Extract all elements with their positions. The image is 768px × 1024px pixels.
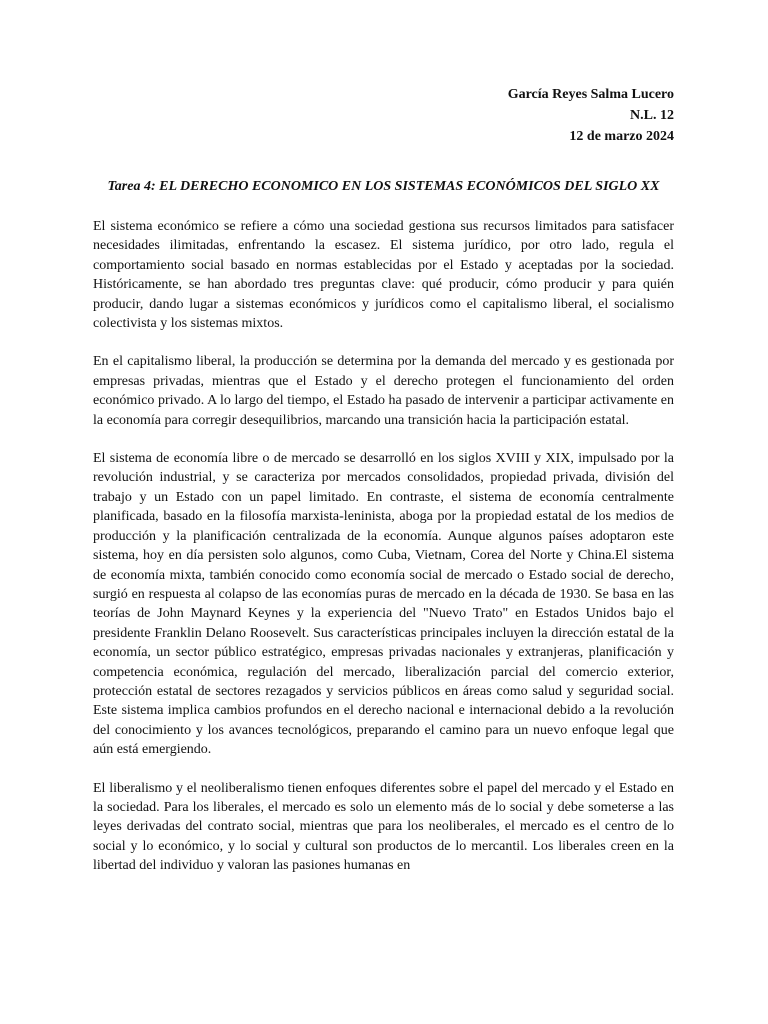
list-number: N.L. 12 — [630, 108, 674, 123]
document-page — [93, 84, 674, 876]
paragraph: El sistema económico se refiere a cómo una sociedad gestiona sus recursos limitados para satisfacer necesidades ilimitadas, enfrentando la escasez. El sistema jurídico, por otro lado, regula el comportamiento social basado en normas establecidas por el Estado y aceptadas por la sociedad. Históricamente, se han abordado tres preguntas clave: qué producir, cómo producir y para quién producir, dando lugar a sistemas económicos y jurídicos como el capitalismo liberal, el socialismo colectivista y los sistemas mixtos. — [93, 219, 674, 332]
author-name: García Reyes Salma Lucero — [507, 87, 674, 102]
document-date: 12 de marzo 2024 — [569, 129, 674, 144]
paragraph: El liberalismo y el neoliberalismo tienen enfoques diferentes sobre el papel del mercado y el Estado en la sociedad. Para los liberales, el mercado es solo un elemento más de lo social y debe someterse a las leyes derivadas del contrato social, mientras que para los neoliberales, el mercado es el centro de lo social y lo económico, y lo social y cultural son productos de lo mercantil. Los liberales creen en la libertad del individuo y valoran las pasiones humanas en — [93, 780, 674, 874]
document-body — [93, 217, 674, 876]
document-header — [93, 84, 674, 147]
paragraph: El sistema de economía libre o de mercado se desarrolló en los siglos XVIII y XIX, impulsado por la revolución industrial, y se caracteriza por mercados consolidados, propiedad privada, división del trabajo y un Estado con un papel limitado. En contraste, el sistema de economía centralmente planificada, basado en la filosofía marxista-leninista, aboga por la propiedad estatal de los medios de producción y la planificación centralizada de la economía. Aunque algunos países adoptaron este sistema, hoy en día persisten solo algunos, como Cuba, Vietnam, Corea del Norte y China.El sistema de economía mixta, también conocido como economía social de mercado o Estado social de derecho, surgió en respuesta al colapso de las economías puras de mercado en la década de 1930. Se basa en las teorías de John Maynard Keynes y la experiencia del "Nuevo Trato" en Estados Unidos bajo el presidente Franklin Delano Roosevelt. Sus características principales incluyen la dirección estatal de la economía, un sector público estratégico, empresas privadas nacionales y extranjeras, planificación y competencia económica, regulación del mercado, liberalización parcial del comercio exterior, protección estatal de sectores rezagados y servicios públicos en áreas como salud y seguridad social. Este sistema implica cambios profundos en el derecho nacional e internacional debido a la revolución del conocimiento y los avances tecnológicos, preparando el camino para un nuevo enfoque legal que aún está emergiendo. — [93, 451, 674, 758]
document-title: Tarea 4: EL DERECHO ECONOMICO EN LOS SISTEMAS ECONÓMICOS DEL SIGLO XX — [107, 179, 660, 194]
paragraph: En el capitalismo liberal, la producción se determina por la demanda del mercado y es gestionada por empresas privadas, mientras que el Estado y el derecho protegen el funcionamiento del orden económico privado. A lo largo del tiempo, el Estado ha pasado de intervenir a participar activamente en la economía para corregir desequilibrios, marcando una transición hacia la participación estatal. — [93, 354, 674, 428]
